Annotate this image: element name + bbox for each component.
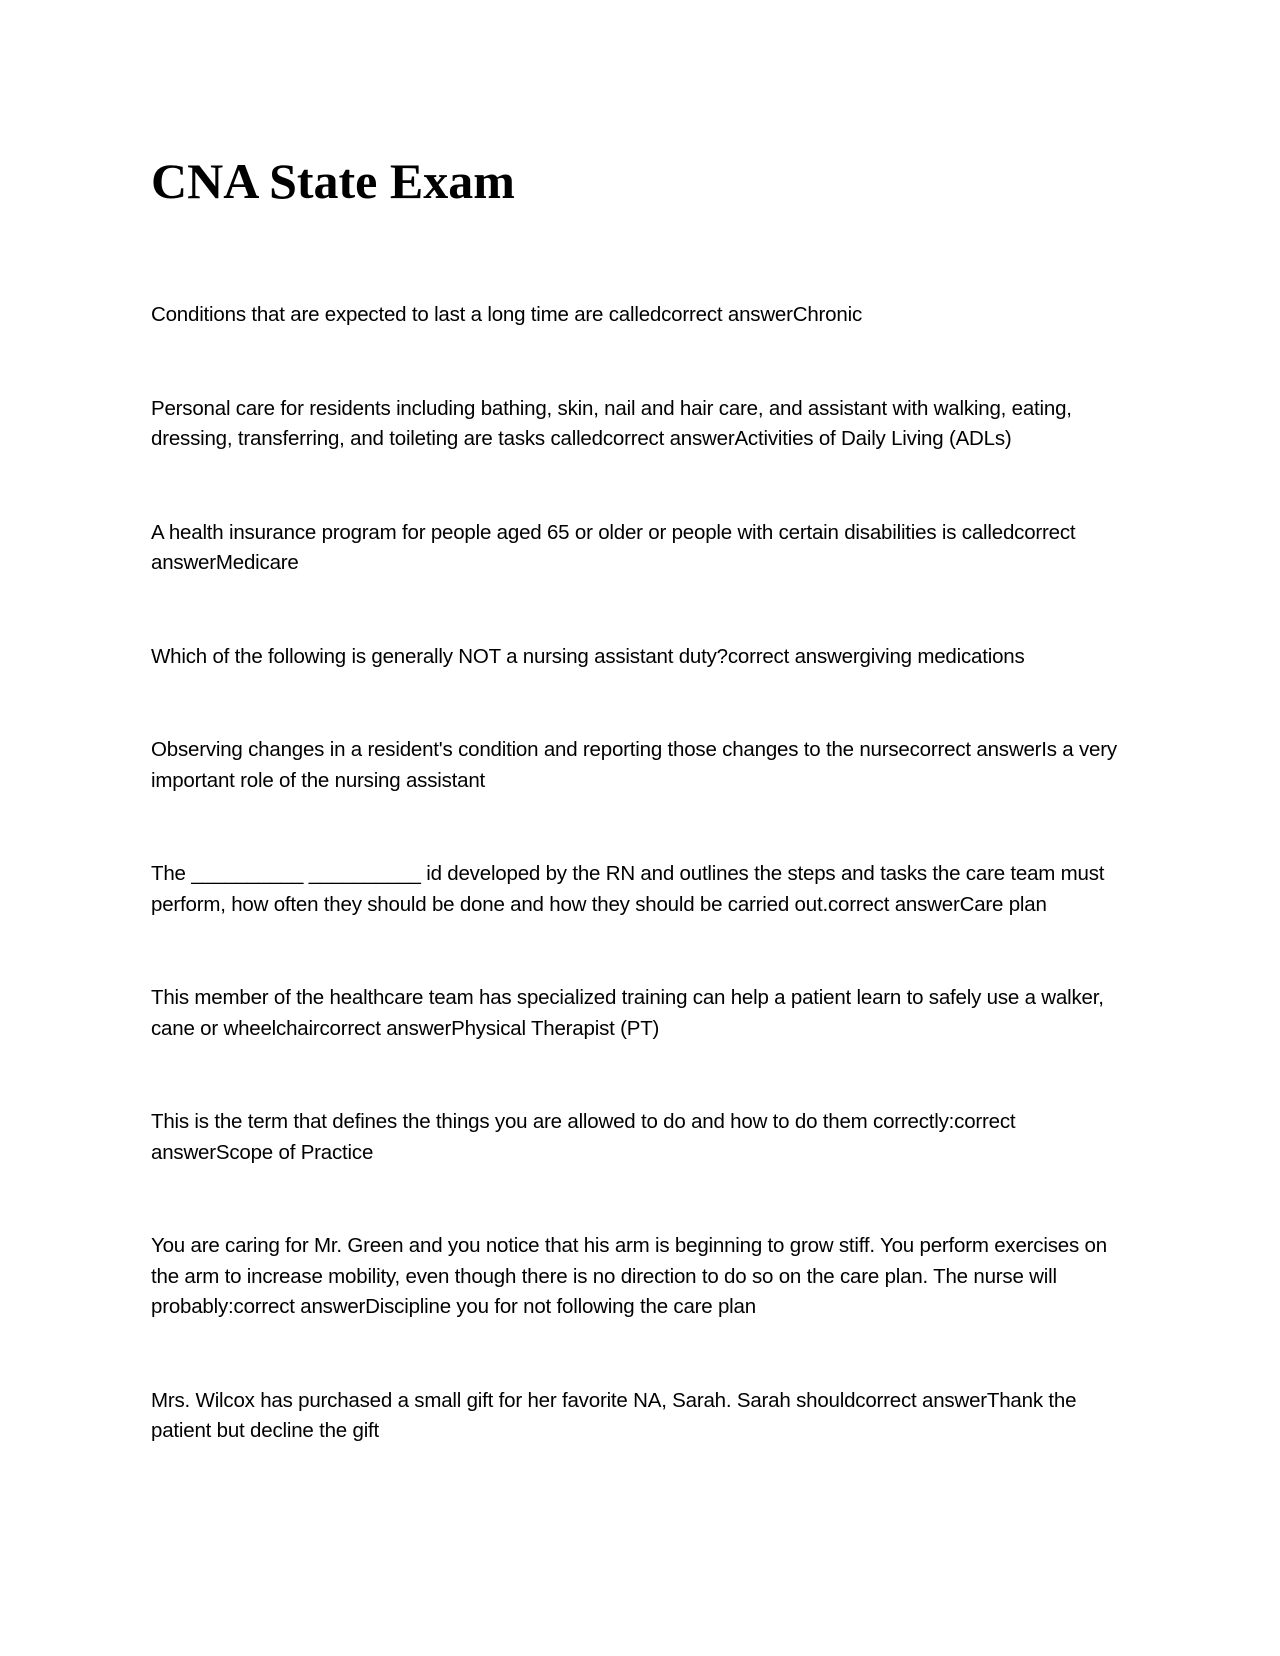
qa-item: Conditions that are expected to last a long time are calledcorrect answerChronic	[151, 303, 862, 326]
qa-item: Mrs. Wilcox has purchased a small gift for her favorite NA, Sarah. Sarah shouldcorrect answerThank the patient but decline the gift	[151, 1388, 1077, 1442]
document-title: CNA State Exam	[151, 153, 515, 209]
question-answer-list	[151, 300, 1131, 1510]
qa-item: This member of the healthcare team has specialized training can help a patient learn to safely use a walker, cane or wheelchaircorrect answerPhysical Therapist (PT)	[151, 986, 1104, 1040]
qa-item: A health insurance program for people aged 65 or older or people with certain disabilities is calledcorrect answerMedicare	[151, 520, 1076, 574]
qa-item: Observing changes in a resident's condition and reporting those changes to the nursecorrect answerIs a very important role of the nursing assistant	[151, 738, 1117, 792]
qa-item: The __________ __________ id developed by the RN and outlines the steps and tasks the care team must perform, how often they should be done and how they should be carried out.correct answerCare plan	[151, 862, 1105, 916]
qa-item: This is the term that defines the things you are allowed to do and how to do them correctly:correct answerScope of Practice	[151, 1110, 1016, 1164]
qa-item: Which of the following is generally NOT a nursing assistant duty?correct answergiving medications	[151, 644, 1025, 668]
qa-item: Personal care for residents including bathing, skin, nail and hair care, and assistant with walking, eating, dressing, transferring, and toileting are tasks calledcorrect answerActivities of Daily Living (ADLs)	[151, 396, 1072, 450]
qa-item: You are caring for Mr. Green and you notice that his arm is beginning to grow stiff. You perform exercises on the arm to increase mobility, even though there is no direction to do so on the care plan. The nurse will probably:correct answerDiscipline you for not following the care plan	[151, 1234, 1107, 1318]
